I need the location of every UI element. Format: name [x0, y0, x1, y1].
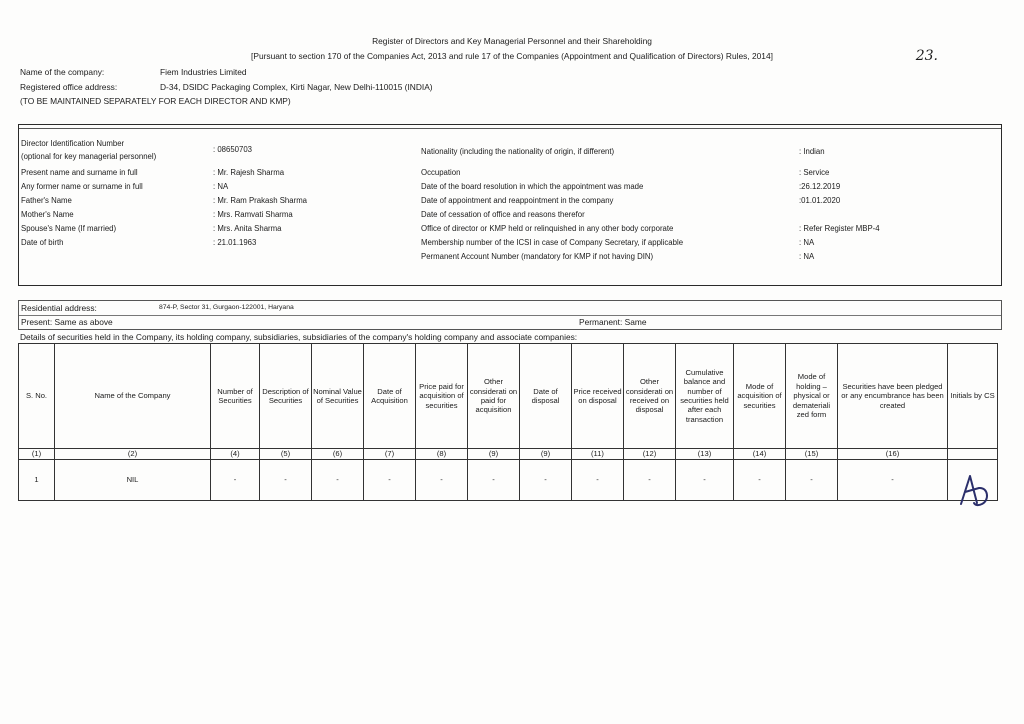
permanent-address: Permanent: Same: [579, 317, 647, 327]
column-number: (15): [786, 449, 838, 460]
table-cell: NIL: [55, 460, 211, 501]
board-resolution-label: Date of the board resolution in which the appointment was made: [421, 182, 644, 191]
col-initials-header: Initials by CS: [948, 344, 998, 449]
office-address-label: Registered office address:: [20, 82, 118, 92]
table-cell: -: [260, 460, 312, 501]
register-title: Register of Directors and Key Managerial Personnel and their Shareholding: [372, 36, 652, 46]
table-cell: -: [838, 460, 948, 501]
din-label-line1: Director Identification Number: [21, 139, 125, 148]
col-sno-header: S. No.: [19, 344, 55, 449]
col-description-header: Description of Securities: [260, 344, 312, 449]
board-resolution-value: :26.12.2019: [799, 182, 841, 191]
father-name-value: : Mr. Ram Prakash Sharma: [213, 196, 308, 205]
col-cumulative-header: Cumulative balance and number of securities held after each transaction: [676, 344, 734, 449]
col-company-header: Name of the Company: [55, 344, 211, 449]
column-number: (14): [734, 449, 786, 460]
dob-label: Date of birth: [21, 238, 64, 247]
former-name-label: Any former name or surname in full: [21, 182, 143, 191]
column-number: (16): [838, 449, 948, 460]
table-row: [19, 460, 998, 501]
column-number: (12): [624, 449, 676, 460]
table-cell: -: [468, 460, 520, 501]
company-name-label: Name of the company:: [20, 67, 105, 77]
other-office-label: Office of director or KMP held or relinquished in any other body corporate: [421, 224, 674, 233]
father-name-label: Father's Name: [21, 196, 72, 205]
office-address-value: D-34, DSIDC Packaging Complex, Kirti Nagar, New Delhi-110015 (INDIA): [160, 82, 433, 92]
icsi-membership-label: Membership number of the ICSI in case of Company Secretary, if applicable: [421, 238, 684, 247]
column-number: (9): [468, 449, 520, 460]
occupation-value: : Service: [799, 168, 830, 177]
din-label-line2: (optional for key managerial personnel): [21, 152, 157, 161]
mother-name-value: : Mrs. Ramvati Sharma: [213, 210, 293, 219]
cs-initials-signature: [955, 470, 995, 510]
table-cell: -: [364, 460, 416, 501]
mother-name-label: Mother's Name: [21, 210, 74, 219]
table-cell: -: [312, 460, 364, 501]
company-name-value: Fiem Industries Limited: [160, 67, 247, 77]
cessation-label: Date of cessation of office and reasons therefor: [421, 210, 585, 219]
address-divider: [19, 315, 1001, 316]
table-cell: -: [520, 460, 572, 501]
col-other-paid-header: Other considerati on paid for acquisition: [468, 344, 520, 449]
col-mode-holding-header: Mode of holding – physical or demateriali zed form: [786, 344, 838, 449]
dob-value: : 21.01.1963: [213, 238, 257, 247]
col-other-received-header: Other considerati on received on disposal: [624, 344, 676, 449]
column-number-row: [19, 449, 998, 460]
column-number: (4): [211, 449, 260, 460]
appointment-date-label: Date of appointment and reappointment in the company: [421, 196, 614, 205]
pan-value: : NA: [799, 252, 815, 261]
column-number: (13): [676, 449, 734, 460]
column-number: (2): [55, 449, 211, 460]
present-address: Present: Same as above: [21, 317, 113, 327]
residential-address-value: 874-P, Sector 31, Gurgaon-122001, Haryana: [159, 304, 294, 311]
table-cell: -: [786, 460, 838, 501]
column-number: (5): [260, 449, 312, 460]
occupation-label: Occupation: [421, 168, 461, 177]
column-number: (11): [572, 449, 624, 460]
securities-caption: Details of securities held in the Company, its holding company, subsidiaries, subsidiaries of the company's holding company and associate companies:: [20, 332, 578, 342]
residential-address-label: Residential address:: [21, 303, 97, 313]
header-row: [19, 344, 998, 449]
box-divider: [19, 128, 1001, 129]
spouse-name-label: Spouse's Name (If married): [21, 224, 117, 233]
table-cell: -: [211, 460, 260, 501]
pan-label: Permanent Account Number (mandatory for KMP if not having DIN): [421, 252, 654, 261]
table-cell: -: [676, 460, 734, 501]
column-number: (9): [520, 449, 572, 460]
col-pledged-header: Securities have been pledged or any encumbrance has been created: [838, 344, 948, 449]
table-cell: -: [416, 460, 468, 501]
director-details-box: [18, 124, 1002, 286]
column-number: (8): [416, 449, 468, 460]
col-mode-acq-header: Mode of acquisition of securities: [734, 344, 786, 449]
col-price-received-header: Price received on disposal: [572, 344, 624, 449]
table-cell: -: [734, 460, 786, 501]
appointment-date-value: :01.01.2020: [799, 196, 841, 205]
col-nominal-header: Nominal Value of Securities: [312, 344, 364, 449]
nationality-label: Nationality (including the nationality of origin, if different): [421, 147, 615, 156]
column-number: (1): [19, 449, 55, 460]
maintenance-note: (TO BE MAINTAINED SEPARATELY FOR EACH DIRECTOR AND KMP): [20, 96, 291, 106]
residential-address-box: [18, 300, 1002, 330]
register-subtitle: [Pursuant to section 170 of the Companies Act, 2013 and rule 17 of the Companies (Appointment and Qualification of Directors) Rules, 2014]: [251, 51, 773, 61]
din-value: : 08650703: [213, 145, 253, 154]
securities-table: [18, 343, 998, 501]
present-name-label: Present name and surname in full: [21, 168, 138, 177]
page-number: 23.: [915, 48, 938, 64]
col-acq-date-header: Date of Acquisition: [364, 344, 416, 449]
icsi-membership-value: : NA: [799, 238, 815, 247]
column-number: (7): [364, 449, 416, 460]
table-cell: 1: [19, 460, 55, 501]
spouse-name-value: : Mrs. Anita Sharma: [213, 224, 282, 233]
nationality-value: : Indian: [799, 147, 825, 156]
col-number-header: Number of Securities: [211, 344, 260, 449]
col-price-paid-header: Price paid for acquisition of securities: [416, 344, 468, 449]
column-number: [948, 449, 998, 460]
table-cell: -: [624, 460, 676, 501]
table-cell: -: [572, 460, 624, 501]
column-number: (6): [312, 449, 364, 460]
present-name-value: : Mr. Rajesh Sharma: [213, 168, 285, 177]
col-disposal-date-header: Date of disposal: [520, 344, 572, 449]
former-name-value: : NA: [213, 182, 229, 191]
other-office-value: : Refer Register MBP-4: [799, 224, 880, 233]
